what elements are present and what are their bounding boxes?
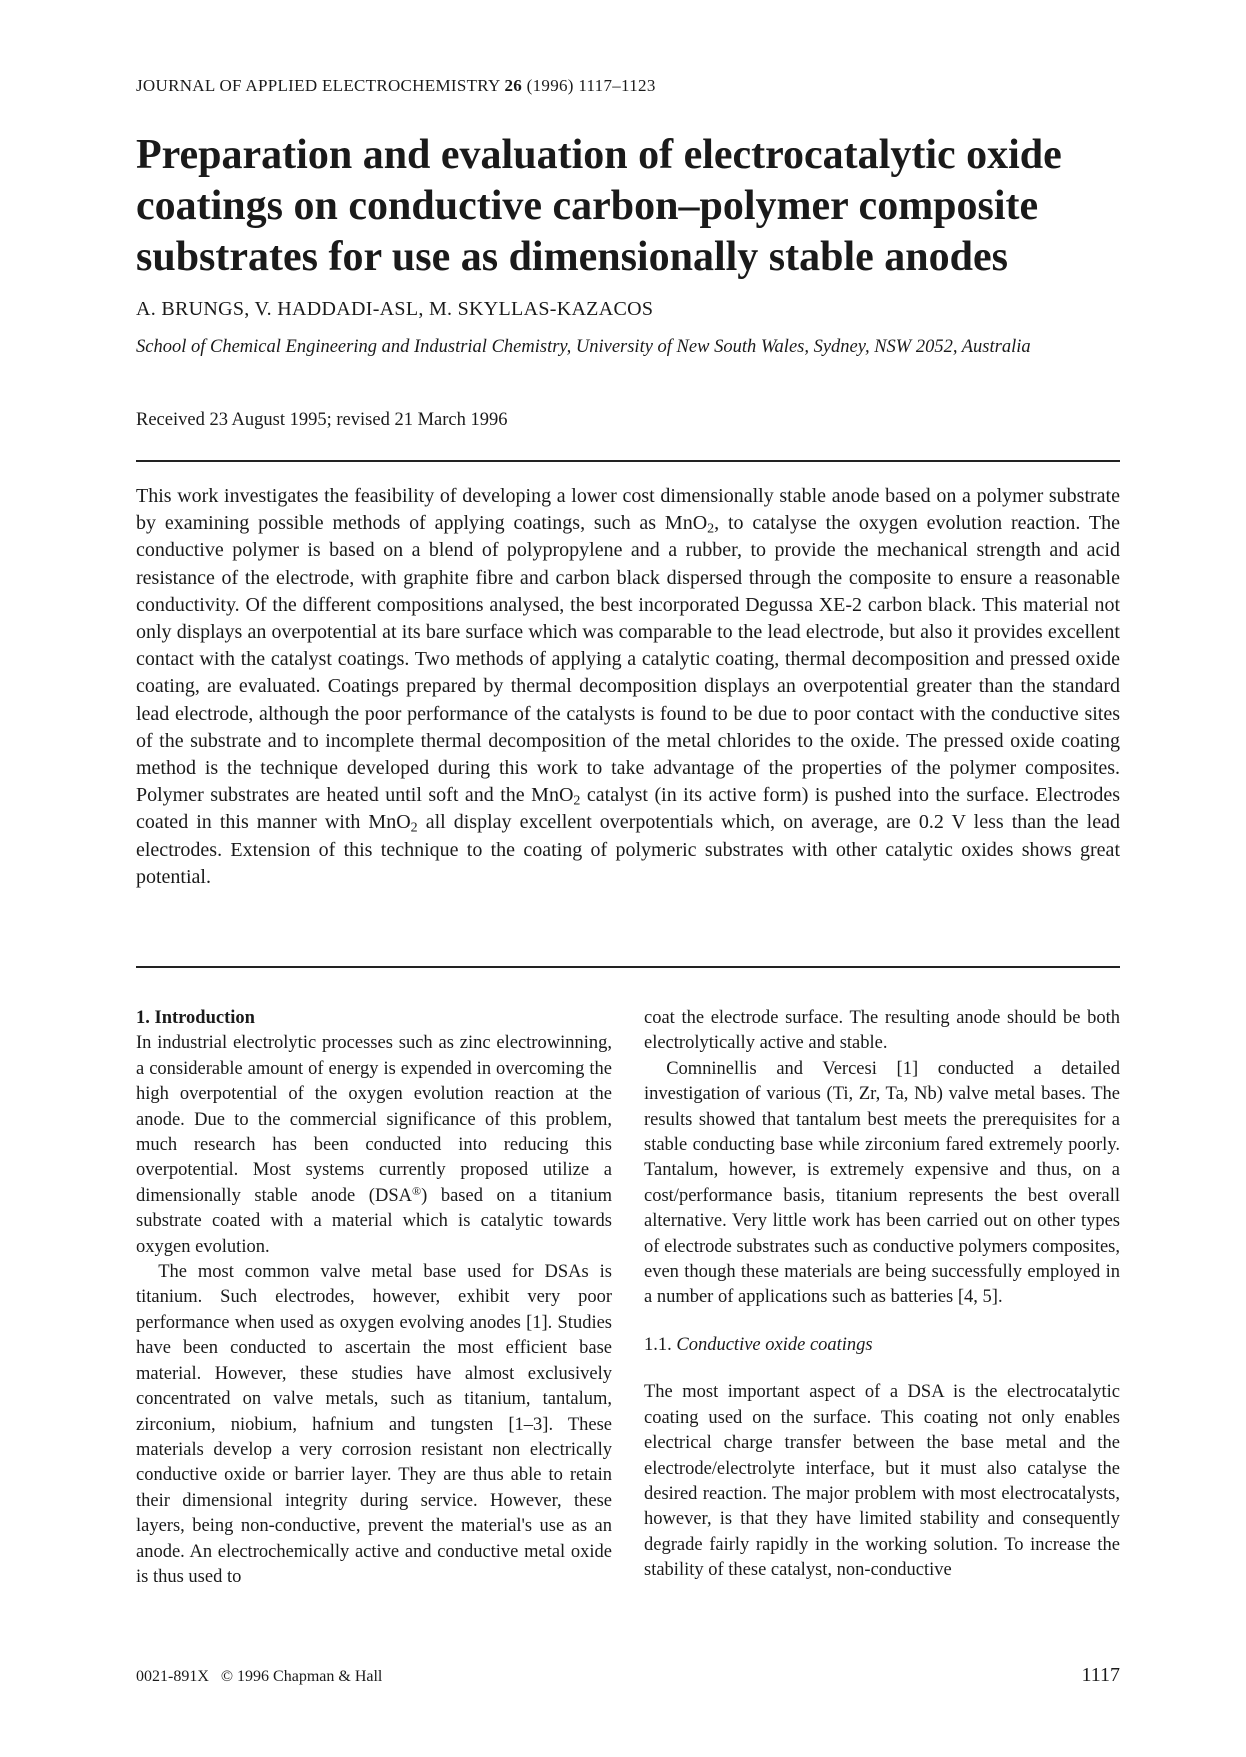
- journal-volume: 26: [504, 76, 523, 95]
- author-list: A. BRUNGS, V. HADDADI-ASL, M. SKYLLAS-KAZACOS: [136, 298, 654, 320]
- subsection-heading-conductive-oxide-coatings: 1.1. Conductive oxide coatings: [644, 1334, 873, 1355]
- abstract: This work investigates the feasibility of developing a lower cost dimensionally stable anode based on a polymer substrate by examining possible methods of applying coatings, such as MnO$_2$, to catalyse the oxygen evolution reaction. The conductive polymer is based on a blend of polypropylene and a rubber, to provide the mechanical strength and acid resistance of the electrode, with graphite fibre and carbon black dispersed through the composite to ensure a reasonable conductivity. Of the different compositions analysed, the best incorporated Degussa XE-2 carbon black. This material not only displays an overpotential at its bare surface which was comparable to the lead electrode, but also it provides excellent contact with the catalyst coatings. Two methods of applying a catalytic coating, thermal decomposition and pressed oxide coating, are evaluated. Coatings prepared by thermal decomposition displays an overpotential greater than the standard lead electrode, although the poor performance of the catalysts is found to be due to poor contact with the conductive sites of the substrate and to incomplete thermal decomposition of the metal chlorides to the oxide. The pressed oxide coating method is the technique developed during this work to take advantage of the properties of the polymer composites. Polymer substrates are heated until soft and the MnO$_2$ catalyst (in its active form) is pushed into the surface. Electrodes coated in this manner with MnO$_2$ all display excellent overpotentials which, on average, are 0.2 V less than the lead electrodes. Extension of this technique to the coating of polymeric substrates with other catalytic oxides shows great potential.: [136, 485, 1120, 888]
- page-number: 1117: [1081, 1664, 1120, 1686]
- footer-issn-copyright: [136, 1668, 382, 1686]
- left-column: [136, 1006, 612, 1590]
- journal-name: JOURNAL OF APPLIED ELECTROCHEMISTRY: [136, 76, 500, 95]
- intro-paragraph-2: The most common valve metal base used for DSAs is titanium. Such electrodes, however, exhibit very poor performance when used as oxygen evolving anodes [1]. Studies have been conducted to ascertain the most efficient base material. However, these studies have almost exclusively concentrated on valve metals, such as titanium, tantalum, zirconium, niobium, hafnium and tungsten [1–3]. These materials develop a very corrosion resistant non electrically conductive oxide or barrier layer. They are thus able to retain their dimensional integrity during service. However, these layers, being non-conductive, prevent the material's use as an anode. An electrochemically active and conductive metal oxide is thus used to: [136, 1262, 612, 1587]
- journal-header: [136, 76, 656, 96]
- abstract-bottom-rule: [136, 966, 1120, 968]
- section-heading-introduction: 1. Introduction: [136, 1008, 255, 1028]
- received-dates: Received 23 August 1995; revised 21 March 1996: [136, 410, 508, 430]
- paper-title: Preparation and evaluation of electrocatalytic oxide coatings on conductive carbon–polymer composite substrates for use as dimensionally stable anodes: [136, 132, 1062, 280]
- affiliation: School of Chemical Engineering and Industrial Chemistry, University of New South Wales, Sydney, NSW 2052, Australia: [136, 337, 1031, 357]
- copyright: © 1996 Chapman & Hall: [220, 1668, 383, 1685]
- intro-paragraph-2-continued: coat the electrode surface. The resulting anode should be both electrolytically active and stable.: [644, 1008, 1120, 1054]
- issn: 0021-891X: [136, 1668, 209, 1685]
- intro-paragraph-3: Comninellis and Vercesi [1] conducted a detailed investigation of various (Ti, Zr, Ta, Nb) valve metal bases. The results showed that tantalum best meets the prerequisites for a stable conducting base while zirconium fared extremely poorly. Tantalum, however, is extremely expensive and thus, on a cost/performance basis, titanium represents the best overall alternative. Very little work has been carried out on other types of electrode substrates such as conductive polymers composites, even though these materials are being successfully employed in a number of applications such as batteries [4, 5].: [644, 1058, 1120, 1308]
- subsection-paragraph-1: The most important aspect of a DSA is the electrocatalytic coating used on the surface. This coating not only enables electrical charge transfer between the base metal and the electrode/electrolyte interface, but it must also catalyse the desired reaction. The major problem with most electrocatalysts, however, is that they have limited stability and consequently degrade fairly rapidly in the working solution. To increase the stability of these catalyst, non-conductive: [644, 1382, 1120, 1581]
- journal-year-pages: (1996) 1117–1123: [526, 76, 656, 95]
- abstract-top-rule: [136, 460, 1120, 462]
- right-column: [644, 1006, 1120, 1584]
- intro-paragraph-1: In industrial electrolytic processes such as zinc electrowinning, a considerable amount of energy is expended in overcoming the high overpotential of the oxygen evolution reaction at the anode. Due to the commercial significance of this problem, much research has been conducted into reducing this overpotential. Most systems currently proposed utilize a dimensionally stable anode (DSA®) based on a titanium substrate coated with a material which is catalytic towards oxygen evolution.: [136, 1033, 612, 1257]
